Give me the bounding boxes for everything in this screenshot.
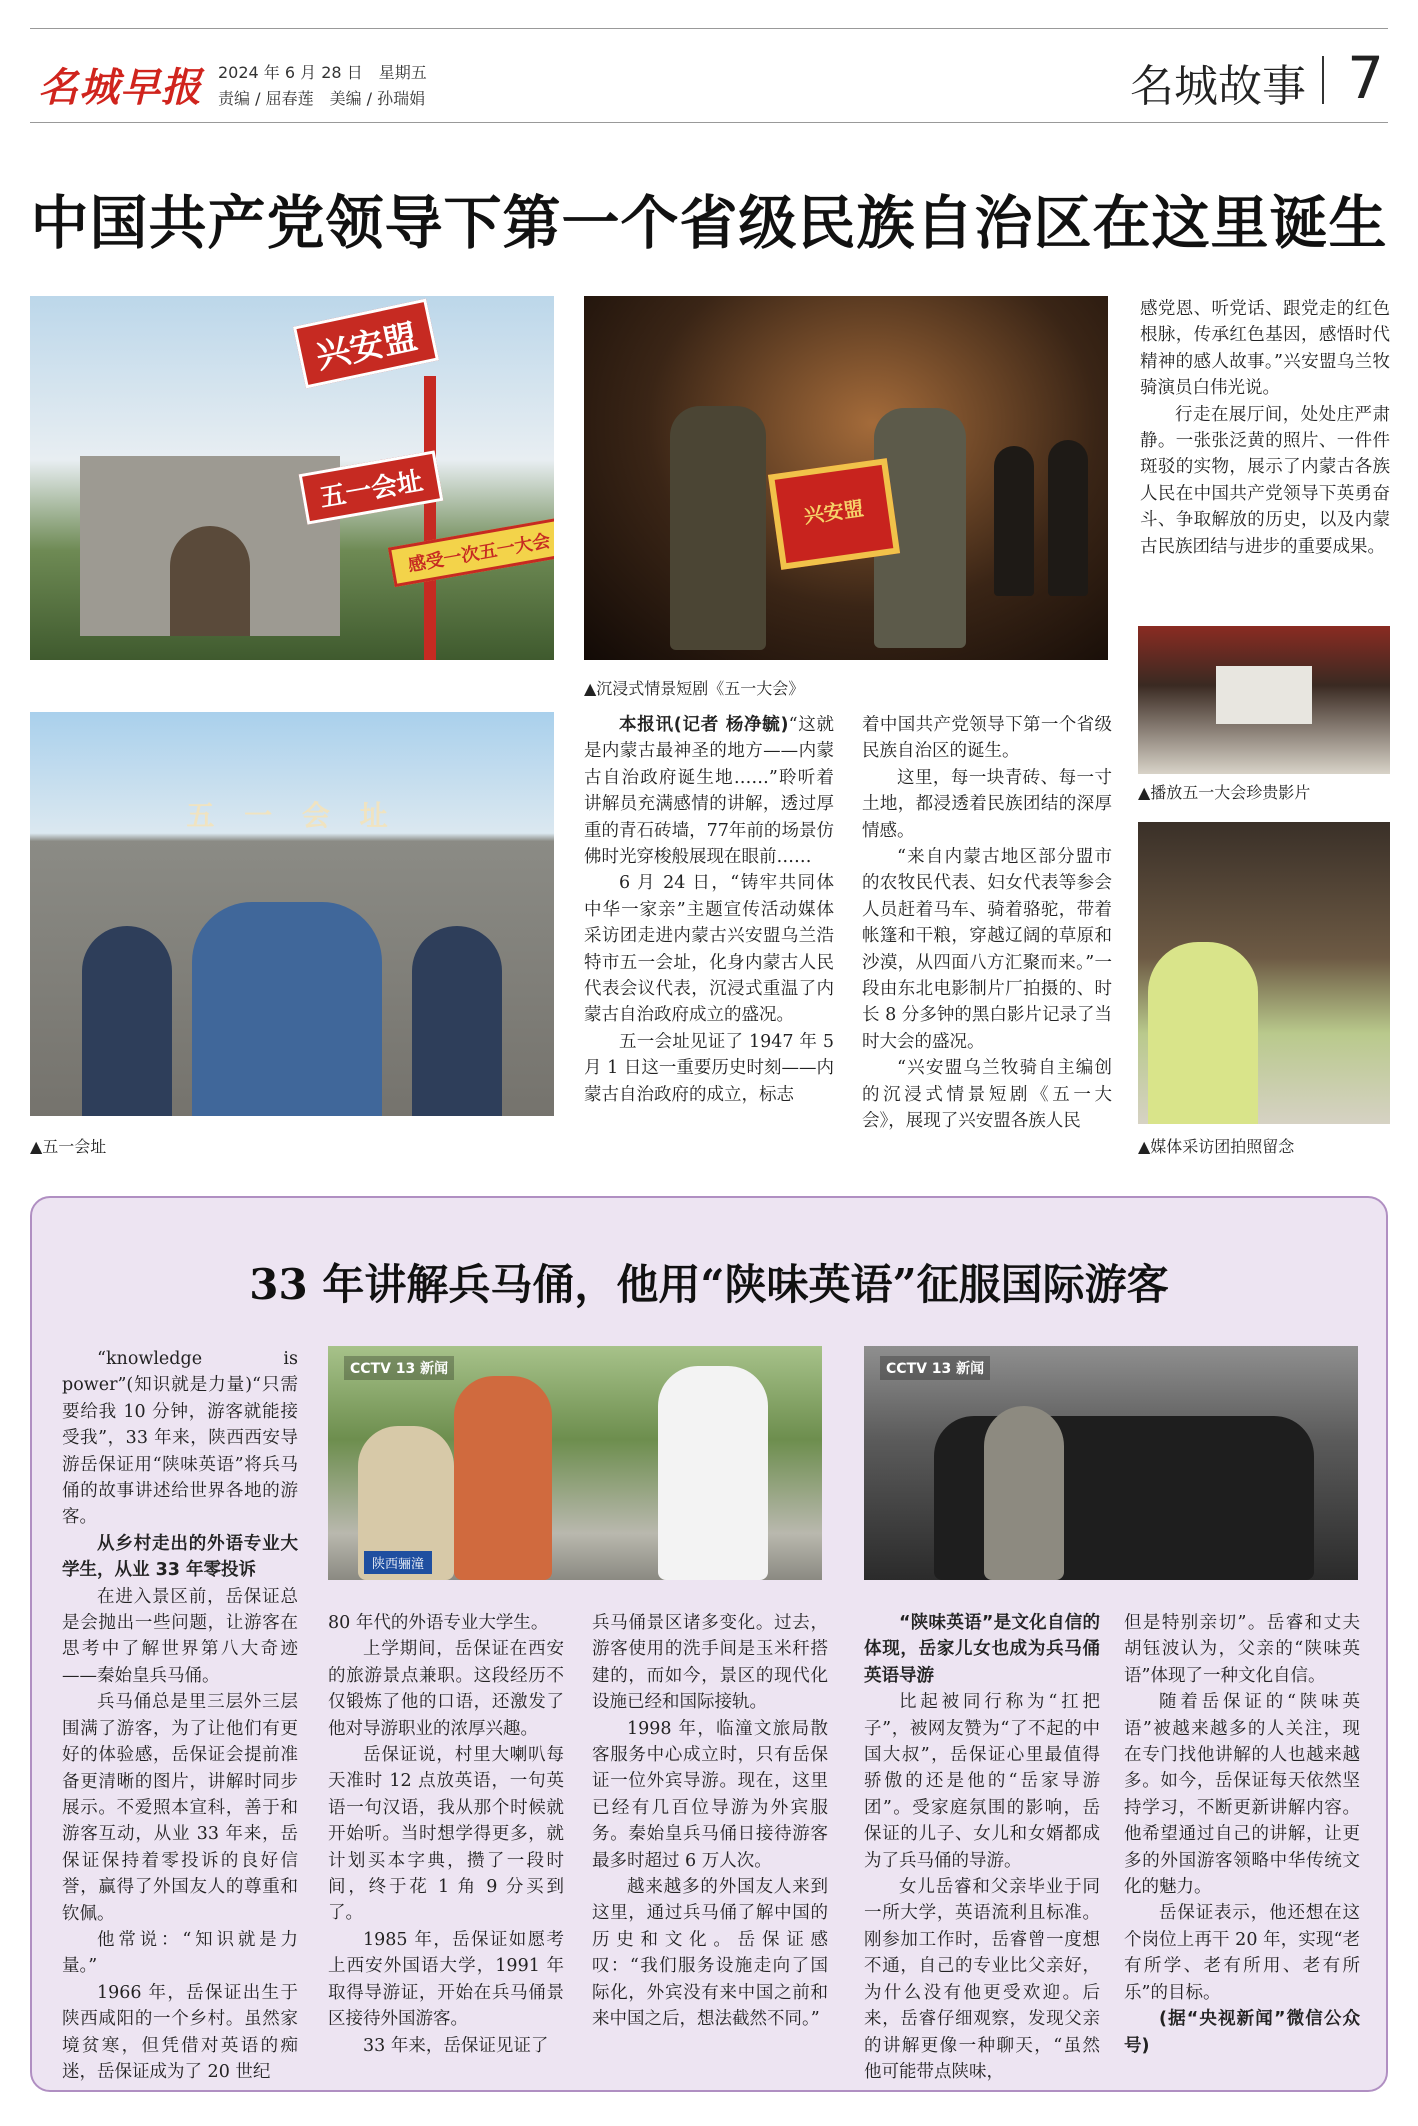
story1-col1-para-1: 本报讯(记者 杨净毓)“这就是内蒙古最神圣的地方——内蒙古自治政府诞生地……”聆听着讲解员充满感情的讲解，透过厚重的青石砖墙，77年前的场景仿佛时光穿梭般展现在眼前……: [584, 715, 835, 868]
story1-column-1: [584, 712, 834, 1108]
story1-column-2: [862, 712, 1112, 1135]
story1-byline: 本报讯(记者 杨净毓): [619, 715, 789, 735]
story2-column-d: [864, 1610, 1100, 2085]
photo-stage-banner: 兴安盟: [768, 458, 900, 570]
photo-gate-door-left: [82, 926, 172, 1116]
story2-colA-para-4: 他常说：“知识就是力量。”: [62, 1929, 298, 1977]
photo-sign-board-2: 五一会址: [299, 450, 444, 524]
story1-col1-para-3: 五一会址见证了 1947 年 5 月 1 日这一重要历史时刻——内蒙古自治政府的成立，标志: [584, 1031, 834, 1105]
photo-tv-group-coat: [984, 1406, 1064, 1580]
photo-sign-pole: [424, 376, 436, 660]
cctv-logo-1: CCTV 13 新闻: [344, 1356, 454, 1380]
photo-film-screen: [1216, 666, 1312, 724]
photo-gate: [30, 712, 554, 1116]
story1-col3-para-1: 感党恩、听党话、跟党走的红色根脉，传承红色基因，感悟时代精神的感人故事。”兴安盟乌兰牧骑演员白伟光说。: [1140, 299, 1390, 399]
story1-col2-para-1: 着中国共产党领导下第一个省级民族自治区的诞生。: [862, 715, 1112, 762]
photo-tv-guide: [328, 1346, 822, 1580]
story2-colE-para-2: 随着岳保证的“陕味英语”被越来越多的人关注，现在专门找他讲解的人也越来越多。如今，岳保证每天依然坚持学习，不断更新讲解内容。他希望通过自己的讲解，让更多的外国游客领略中华传统文化的魅力。: [1124, 1692, 1360, 1898]
photo-gate-door-center: [192, 902, 382, 1116]
story2-colC-para-1: 兵马俑景区诸多变化。过去，游客使用的洗手间是玉米秆搭建的，而如今，景区的现代化设施已经和国际接轨。: [592, 1613, 828, 1713]
masthead: [30, 40, 1388, 120]
photo-gate-door-right: [412, 926, 502, 1116]
story2-colB-para-4: 1985 年，岳保证如愿考上西安外国语大学，1991 年取得导游证，开始在兵马俑景区接待外国游客。: [328, 1929, 564, 2030]
story1-col2-para-4: “兴安盟乌兰牧骑自主编创的沉浸式情景短剧《五一大会》，展现了兴安盟各族人民: [862, 1058, 1112, 1132]
story2-colB-para-3: 岳保证说，村里大喇叭每天准时 12 点放英语，一句英语一句汉语，我从那个时候就开始听。当时想学得更多，就计划买本字典，攒了一段时间，终于花 1 角 9 分买到了。: [328, 1745, 564, 1924]
story2-colA-para-3: 兵马俑总是里三层外三层围满了游客，为了让他们有更好的体验感，岳保证会提前准备更清晰的图片，讲解时同步展示。不爱照本宣科，善于和游客互动，从业 33 年来，岳保证保持着零投诉的良好信誉，赢得了外国友人的尊重和钦佩。: [62, 1692, 298, 1924]
story2-colC-para-2: 1998 年，临潼文旅局散客服务中心成立时，只有岳保证一位外宾导游。现在，这里已经有几百位导游为外宾服务。秦始皇兵马俑日接待游客最多时超过 6 万人次。: [592, 1718, 828, 1871]
story2-colA-para-5: 1966 年，岳保证出生于陕西咸阳的一个乡村。虽然家境贫寒，但凭借对英语的痴迷，岳保证成为了 20 世纪: [62, 1982, 298, 2082]
editor-line: 责编 / 屈春莲 美编 / 孙瑞娟: [218, 89, 426, 108]
story2-colC-para-3: 越来越多的外国友人来到这里，通过兵马俑了解中国的历史和文化。岳保证感叹：“我们服务设施走向了国际化，外宾没有来中国之前和来中国之后，想法截然不同。”: [592, 1877, 828, 2030]
tv-ticker: 陕西骊潼: [364, 1551, 432, 1574]
page-number: 7: [1347, 44, 1384, 112]
photo-sign: [30, 296, 554, 660]
photo-film: [1138, 626, 1390, 774]
story2-colB-para-1: 80 年代的外语专业大学生。: [328, 1613, 549, 1633]
story1-col2-para-3: “来自内蒙古地区部分盟市的农牧民代表、妇女代表等参会人员赶着马车、骑着骆驼，带着帐篷和干粮，穿越辽阔的草原和沙漠，从四面八方汇聚而来。”一段由东北电影制片厂拍摄的、时长 8 分多钟的黑白影片记录了当时大会的盛况。: [862, 847, 1112, 1052]
story2-colD-para-1: 比起被同行称为“扛把子”，被网友赞为“了不起的中国大叔”，岳保证心里最值得骄傲的还是他的“岳家导游团”。受家庭氛围的影响，岳保证的儿子、女儿和女婿都成为了兵马俑的导游。: [864, 1692, 1100, 1871]
story1-headline: 中国共产党领导下第一个省级民族自治区在这里诞生: [30, 189, 1388, 257]
photo-tv-guide-man-orange: [454, 1376, 552, 1580]
story2-colB-para-2: 上学期间，岳保证在西安的旅游景点兼职。这段经历不仅锻炼了他的口语，还激发了他对导游职业的浓厚兴趣。: [328, 1639, 564, 1739]
story2-source: (据“央视新闻”微信公众号): [1124, 2009, 1360, 2056]
story2-colA-para-1: “knowledge is power”(知识就是力量)“只需要给我 10 分钟，游客就能接受我”，33 年来，陕西西安导游岳保证用“陕味英语”将兵马俑的故事讲述给世界各地的游客。: [62, 1349, 298, 1528]
photo-tv-group: [864, 1346, 1358, 1580]
story2-column-a: [62, 1346, 298, 2085]
photo-gate-text: 五 一 会 址: [186, 799, 398, 832]
photo-sign-board-1: 兴安盟: [293, 299, 439, 389]
photo-sign-board-3: 感受一次五一大会: [388, 517, 554, 587]
section-divider: [1322, 56, 1324, 104]
photo-stage-photographer-1: [994, 446, 1034, 596]
top-rule: [30, 28, 1388, 29]
masthead-meta: [218, 60, 427, 112]
section-name: 名城故事: [1130, 61, 1306, 112]
story2-subhead-2: “陕味英语”是文化自信的体现，岳家儿女也成为兵马俑英语导游: [864, 1613, 1100, 1686]
caption-gate: ▲五一会址: [30, 1137, 107, 1156]
masthead-rule: [30, 122, 1388, 123]
story2-column-e: [1124, 1610, 1360, 2059]
photo-media-person: [1148, 942, 1258, 1124]
cctv-logo-2: CCTV 13 新闻: [880, 1356, 990, 1380]
story1-column-3: [1140, 296, 1390, 560]
newspaper-logo: 名城早报: [38, 64, 202, 111]
story2-colE-para-1: 但是特别亲切”。岳睿和丈夫胡钰波认为，父亲的“陕味英语”体现了一种文化自信。: [1124, 1613, 1360, 1686]
date-line: 2024 年 6 月 28 日 星期五: [218, 63, 427, 82]
story2-colA-para-2: 在进入景区前，岳保证总是会抛出一些问题，让游客在思考中了解世界第八大奇迹——秦始皇兵马俑。: [62, 1586, 298, 1686]
story2-column-c: [592, 1610, 828, 2033]
caption-stage: ▲沉浸式情景短剧《五一大会》: [584, 679, 805, 698]
photo-media: [1138, 822, 1390, 1124]
story2-colE-para-3: 岳保证表示，他还想在这个岗位上再干 20 年，实现“老有所学、老有所用、老有所乐”的目标。: [1124, 1903, 1360, 2003]
story2-colB-para-5: 33 年来，岳保证见证了: [363, 2035, 549, 2056]
photo-tv-guide-main: [658, 1366, 768, 1580]
story2-subhead-1: 从乡村走出的外语专业大学生，从业 33 年零投诉: [62, 1533, 298, 1581]
caption-film: ▲播放五一大会珍贵影片: [1138, 783, 1311, 802]
story2-colD-para-2: 女儿岳睿和父亲毕业于同一所大学，英语流利且标准。刚参加工作时，岳睿曾一度想不通，自己的专业比父亲好，为什么没有他更受欢迎。后来，岳睿仔细观察，发现父亲的讲解更像一种聊天，“虽然他可能带点陕味，: [864, 1877, 1100, 2082]
photo-stage-actor-1: [670, 406, 766, 650]
story1-col3-para-2: 行走在展厅间，处处庄严肃静。一张张泛黄的照片、一件件斑驳的实物，展示了内蒙古各族人民在中国共产党领导下英勇奋斗、争取解放的历史，以及内蒙古民族团结与进步的重要成果。: [1140, 404, 1390, 557]
photo-stage: [584, 296, 1108, 660]
story2-column-b: [328, 1610, 564, 2059]
caption-media: ▲媒体采访团拍照留念: [1138, 1137, 1295, 1156]
photo-stage-photographer-2: [1048, 440, 1088, 596]
story2-headline: 33 年讲解兵马俑，他用“陕味英语”征服国际游客: [249, 1260, 1169, 1309]
story1-col1-para-2: 6 月 24 日，“铸牢共同体 中华一家亲”主题宣传活动媒体采访团走进内蒙古兴安盟乌兰浩特市五一会址，化身内蒙古人民代表会议代表，沉浸式重温了内蒙古自治政府成立的盛况。: [584, 873, 834, 1026]
story1-col2-para-2: 这里，每一块青砖、每一寸土地，都浸透着民族团结的深厚情感。: [862, 767, 1112, 841]
